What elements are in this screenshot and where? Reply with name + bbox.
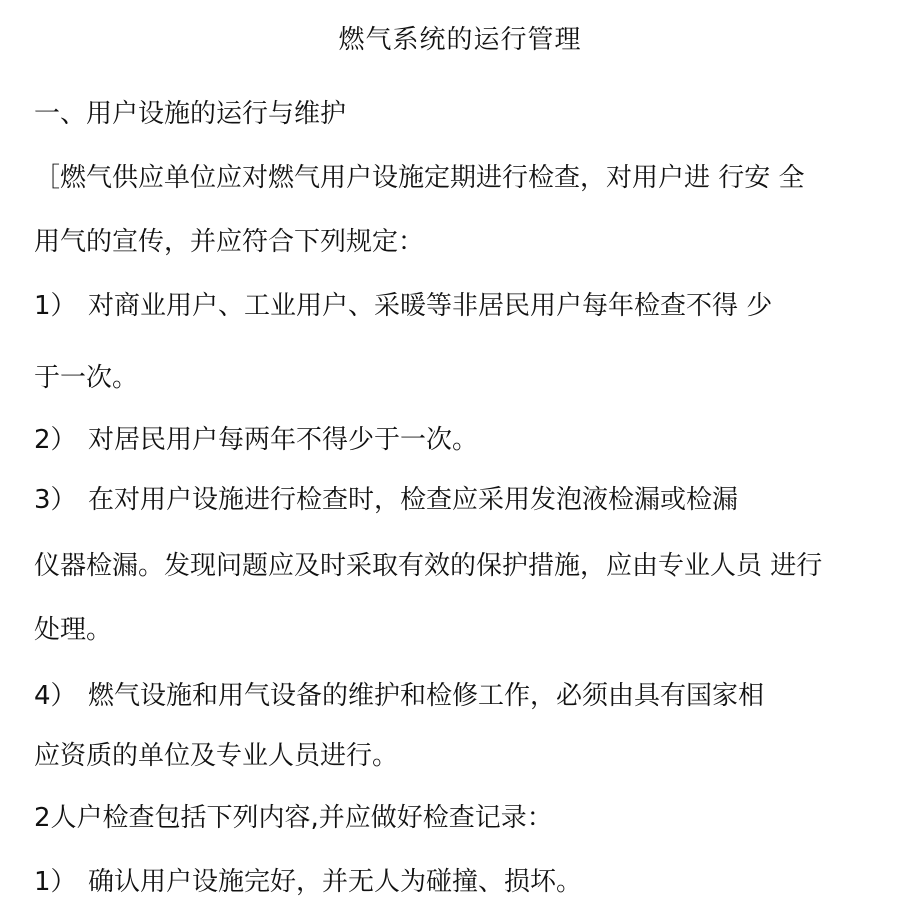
list-item-continuation: 仪器检漏。发现问题应及时采取有效的保护措施，应由专业人员 进行 [34, 551, 823, 581]
list-item-text: 确认用户设施完好，并无人为碰撞、损坏。 [88, 867, 583, 897]
list-item-text: 燃气设施和用气设备的维护和检修工作，必须由具有国家相 [88, 681, 765, 711]
list-item-number: 4） [34, 681, 77, 711]
paragraph-line: 2人户检查包括下列内容,并应做好检查记录： [34, 803, 553, 833]
list-item-number: 1） [34, 867, 77, 897]
list-item [34, 482, 738, 518]
list-item [34, 678, 764, 714]
list-item-text: 对商业用户、工业用户、采暖等非居民用户每年检查不得 少 [88, 291, 773, 321]
list-item [34, 288, 772, 324]
list-item-text: 对居民用户每两年不得少于一次。 [88, 425, 479, 455]
page-title: 燃气系统的运行管理 [338, 25, 582, 55]
list-item-continuation: 处理。 [34, 615, 113, 645]
list-item-number: 1） [34, 291, 77, 321]
list-item [34, 422, 478, 458]
list-item-number: 2） [34, 425, 77, 455]
list-item [34, 864, 582, 900]
paragraph-line: 用气的宣传，并应符合下列规定： [34, 227, 425, 257]
list-item-continuation: 于一次。 [34, 363, 139, 393]
list-item-number: 3） [34, 485, 77, 515]
list-item-text: 在对用户设施进行检查时，检查应采用发泡液检漏或检漏 [88, 485, 739, 515]
paragraph-line: ［燃气供应单位应对燃气用户设施定期进行检查，对用户进 行安 全 [34, 163, 805, 193]
list-item-continuation: 应资质的单位及专业人员进行。 [34, 741, 399, 771]
section-heading: 一、用户设施的运行与维护 [34, 99, 347, 129]
